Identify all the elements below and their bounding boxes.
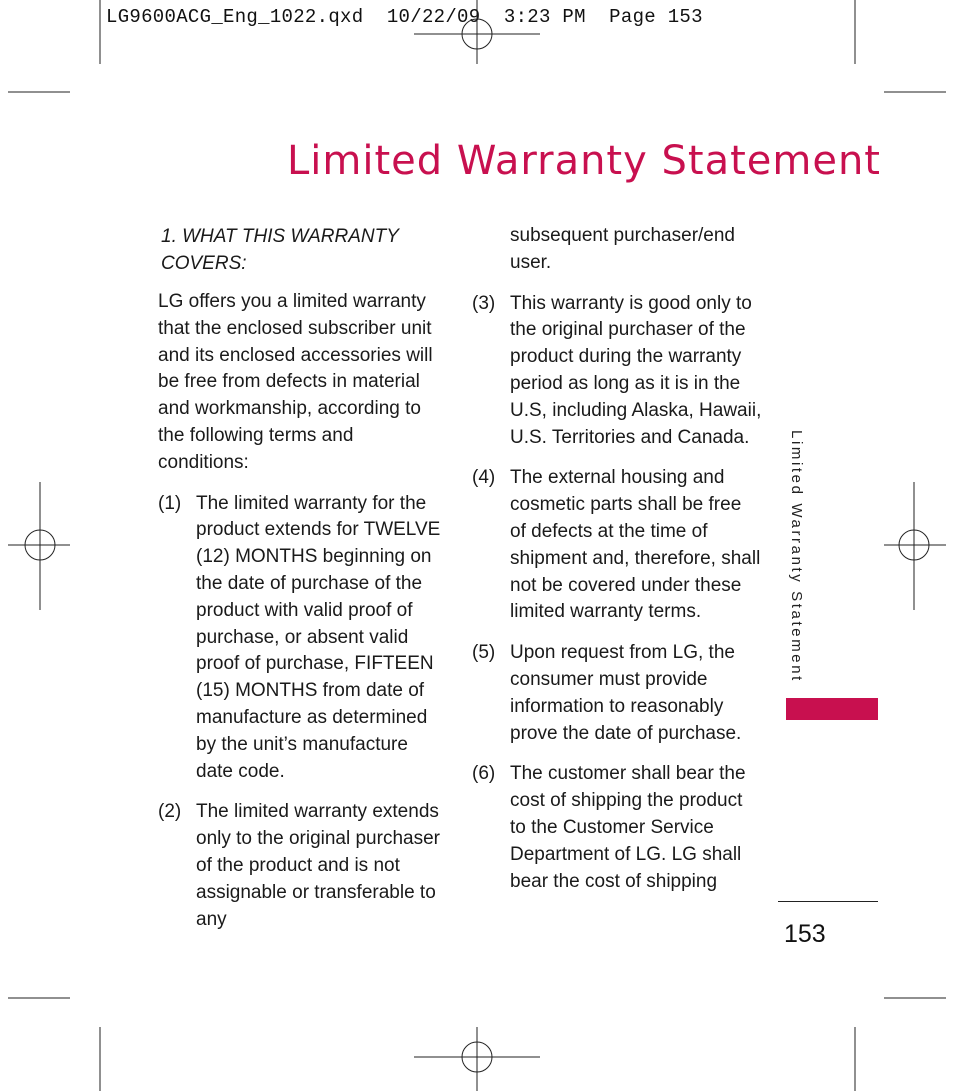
list-item bbox=[472, 761, 762, 895]
file-slug: LG9600ACG_Eng_1022.qxd 10/22/09 3:23 PM Page 153 bbox=[106, 6, 703, 28]
intro-paragraph: LG offers you a limited warranty that the enclosed subscriber unit and its enclosed accessories will be free from defects in material and workmanship, according to the following terms and conditions: bbox=[158, 291, 433, 473]
item-text: The limited warranty extends only to the original purchaser of the product and is not assignable or transferable to any bbox=[196, 801, 440, 930]
item-number: (1) bbox=[158, 492, 182, 514]
item-text: subsequent purchaser/end user. bbox=[510, 225, 735, 273]
page-number: 153 bbox=[784, 920, 826, 948]
item-text: The customer shall bear the cost of shipping the product to the Customer Service Department of LG. LG shall bear the cost of shipping bbox=[510, 763, 746, 892]
list-item bbox=[158, 491, 448, 786]
page-number-rule bbox=[778, 901, 878, 902]
item-number: (6) bbox=[472, 763, 496, 785]
section-heading bbox=[161, 223, 448, 277]
section-heading-line-2: COVERS: bbox=[161, 253, 247, 274]
left-column bbox=[158, 223, 448, 947]
item-number: (2) bbox=[158, 801, 182, 823]
list-item bbox=[472, 640, 762, 747]
right-column bbox=[472, 223, 762, 909]
section-heading-line-1: 1. WHAT THIS WARRANTY bbox=[161, 226, 399, 247]
item-text: This warranty is good only to the original purchaser of the product during the warranty period as long as it is in the U.S, including Alaska, Hawaii, U.S. Territories and Canada. bbox=[510, 292, 762, 448]
list-item bbox=[472, 465, 762, 626]
item-text: The external housing and cosmetic parts shall be free of defects at the time of shipment and, therefore, shall not be covered under these limited warranty terms. bbox=[510, 467, 761, 623]
list-item-continuation bbox=[472, 223, 762, 277]
list-item bbox=[472, 291, 762, 452]
page-title: Limited Warranty Statement bbox=[287, 138, 881, 184]
item-text: Upon request from LG, the consumer must provide information to reasonably prove the date of purchase. bbox=[510, 642, 742, 744]
item-number: (4) bbox=[472, 467, 496, 489]
list-item bbox=[158, 799, 448, 933]
item-number: (3) bbox=[472, 292, 496, 314]
item-text: The limited warranty for the product extends for TWELVE (12) MONTHS beginning on the date of purchase of the product with valid proof of purchase, or absent valid proof of purchase, FIFTEEN (15) MONTHS from date of manufacture as determined by the unit’s manufacture date code. bbox=[196, 492, 441, 782]
side-section-label: Limited Warranty Statement bbox=[788, 430, 805, 683]
section-tab bbox=[786, 698, 878, 720]
item-number: (5) bbox=[472, 642, 496, 664]
